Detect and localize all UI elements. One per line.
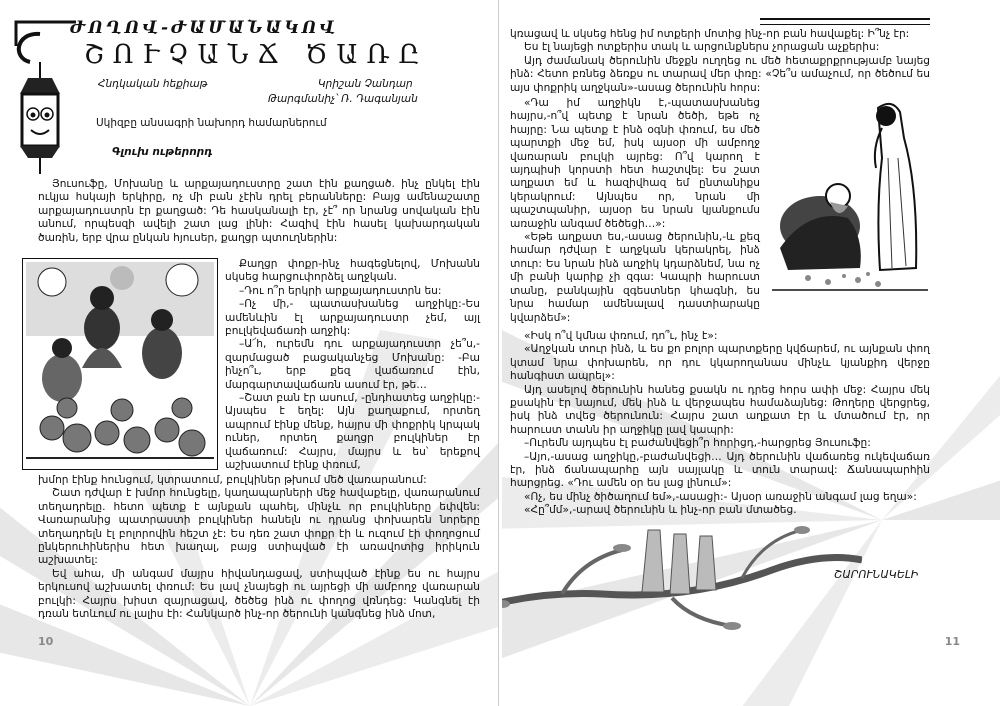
- paragraph: Յուսուֆը, Մոխանը և արքայադուստրը շատ էին քաղցած. ինչ ընկել էին ուկյա հսկայի երկիրը, ոչ մի բան չէին դրել բերանները: Բայց ամենաշատը արքայադուստրն էր քաղցած: Դե հասկանալի էր, չէ՞ որ նրանց սովական էին անում, որպեսզի ավելի շատ լաց լինի: Հազիվ էին հասել կախարդական ծառին, երբ վրա ընկան հյուսեր, քաղցր պտուղներին:: [38, 178, 480, 244]
- paragraph: –Շատ բան էր ասում, -ընդհատեց աղջիկը:-Այսպես է եղել: Այն քաղաքում, որտեղ ապրում էինք մենք, հայրս մի փոքրիկ կրպակ ուներ, որտեղ քաղցր բուլկիներ էր վաճառում: Հայրս, մայրս և ես՝ երեքով աշխատում էինք փռում,: [225, 392, 480, 472]
- chapter-label: Գլուխ ութերորդ: [112, 146, 213, 158]
- paragraph: Այդ ասելով ծերունին հանեց քսակն ու դրեց հորս ափի մեջ: Հայրս մեկ քսակին էր նայում, մեկ ինձ և վերջապես համաձայնեց: Թողերը վերցրեց, իսկ ինձ տվեց ծերունուն: Հայրս շատ աղքատ էր և մտածում էր, որ հարուստ տանն իր աղջիկը լավ կապրի:: [510, 383, 930, 436]
- right-column-text: [510, 97, 760, 325]
- page-number: 10: [38, 635, 54, 648]
- paragraph: «Աղջկան տուր ինձ, և ես քո բոլոր պարտքերը կվճարեմ, ու այնքան փող կտամ նրա փոխարեն, որ դու կկարողանաս մինչև կյանքիդ վերջը հանգիստ ապրել»:: [510, 343, 930, 383]
- origin-label: Հնդկական հեքիաթ: [98, 78, 208, 90]
- paragraph: Քաղցր փոքր-ինչ հագեցնելով, Մոխանն սկսեց հարցուփորձել աղջկան.: [225, 258, 480, 284]
- paragraph: խմոր էինք հունցում, կտրատում, բուլկիներ թխում մեծ վառարանում:: [38, 474, 427, 486]
- translator-credit: Թարգմանիչ՝ Ռ. Դագանյան: [268, 93, 418, 105]
- left-body-text: [38, 474, 480, 621]
- subtitle-note: Սկիզբը անսագրի նախորդ համարներում: [96, 117, 327, 129]
- paragraph: –Այո,-ասաց աղջիկը,-բաժանվեցի… Այդ ծերունին վաճառեց ուկեվաճառ էր, ինձ ճանապարհը այն սայլակը և տուն տարավ: Ճանապարհին հարցրեց. «Դու ամեն օր ես լաց լինում»:: [510, 450, 930, 490]
- paragraph: –Ա՜հ, ուրեմն դու արքայադուստր չե՞ս,-զարմացած բացականչեց Մոխանը: -Բա ինչո՞ւ, երբ քեզ վաճառում էին, մարգարտավաճառն ասում էր, թե…: [225, 338, 480, 391]
- paragraph: Եվ ահա, մի անգամ մայրս հիվանդացավ, ստիպված էինք ես ու հայրս երկուսով աշխատել փռում: Ես լավ չնայեցի ու այրեցի մի ամբողջ վառարան բուլկի: Հայրս խիստ զայրացավ, ծեծեց ինձ ու փողոց վռնդեց: Կանգնել էի դռան ետևում ու լալիս էի: Հանկարծ ինչ-որ ծերունի կանգնեց ինձ մոտ,: [38, 567, 480, 621]
- header-rule: [760, 18, 930, 25]
- paragraph: «Ոչ, ես մինչ ծիծաղում եմ»,-ասացի:- Այսօր առաջին անգամ լաց եղա»:: [524, 490, 917, 503]
- continued-signature: ՇԱՐՈՒՆԱԿԵԼԻ: [834, 568, 919, 581]
- author-name: Կրիշան Չանդար: [318, 78, 413, 90]
- paragraph: Այդ ժամանակ ծերունին մեջքն ուղղեց ու մեծ հետաքրքրությամբ նայեց ինձ: Հետո բռնեց ձեռքս ու տարավ մեր փռը: «Չե՞ս ամաչում, որ ծեծում ես այս փոքրիկ աղջկան»-ասաց ծերունին հորս:: [510, 54, 930, 94]
- paragraph: Ես էլ նայեցի ոտքերիս տակ և արցունքներս չորացան աչքերիս:: [524, 41, 880, 54]
- page-number: 11: [944, 635, 960, 648]
- right-body-text: [510, 330, 930, 518]
- page-title: ՇՈՒՉԱՆՃ ԾԱՌԸ: [84, 40, 429, 70]
- paragraph: Շատ դժվար է խմոր հունցելը, կաղապարների մեջ հավաքելը, վառարանում տեղադրելը. հետո պետք է այնքան պահել, մինչև որ բուլկիները եփվեն: Վառարանից պատրաստի բուլկիներ հանելն ու դրանց փոխարեն նորերը տեղադրելն էլ բոլորովին հեշտ չէ: Ես դեռ շատ փոքր էի և ուզում էի փողոցում ընկերուհիներիս հետ խաղալ, բայց ստիպված էի առավոտից իրիկուն աշխատել:: [38, 487, 480, 567]
- right-page: [502, 0, 1000, 706]
- paragraph: «Եթե աղքատ ես,-ասաց ծերունին,-և քեզ համար դժվար է աղջկան կերակրել, ինձ տուր: Ես նրան ինձ աղջիկ կդարձնեմ, նա ոչ մի բանի կարիք չի զգա: Կապրի հարուստ տանը, բանկային զգեստներ կհագնի, ես նրա համար ամենալավ դաստիարակը կվարձեմ»:: [510, 231, 760, 324]
- paragraph: «Դա իմ աղջիկն է,-պատասխանեց հայրս,-ո՞վ պետք է նրան ծեծի, եթե ոչ հայրը: Նա պետք է ինձ օգնի փռում, ես մեծ պարտքի մեջ եմ, իսկ այսօր մի ամբողջ վառարան բուլկի այրեց: Ո՞վ կարող է այդպիսի կորստի հետ հաշտվել: Ես շատ աղքատ եմ և հազիվհազ եմ ընտանիքս կերակրում: Այնպես որ, նրան մի պաշտպանիր, այսօր ես նրան կյանքումս առաջին անգամ ծեծեցի…»:: [510, 97, 760, 230]
- paragraph: «Իսկ ո՞վ կմնա փռում, դո՞ւ, ինչ է»:: [524, 330, 718, 342]
- paragraph: –Դու ո՞ր երկրի արքայադուստրն ես:: [239, 284, 442, 297]
- market-illustration: [22, 258, 218, 470]
- old-man-and-girl-illustration: [768, 98, 934, 298]
- paragraph: «Հը՞մմ»,-արավ ծերունին և ինչ-որ բան մտածեց.: [524, 504, 797, 517]
- tree-branch-illustration: [502, 520, 862, 640]
- left-column-text: [225, 258, 480, 473]
- article-masthead: [70, 18, 490, 70]
- left-page: [0, 0, 499, 706]
- series-title: ԺՈՂՈՎ-ԺԱՄԱՆԱԿՈՎ: [70, 18, 339, 38]
- right-top-text: [510, 28, 930, 95]
- paragraph: –Ուրեմն այդպես էլ բաժանվեցի՞ր հորիցդ,-հարցրեց Յուսուֆը:: [524, 437, 871, 450]
- intro-text: [38, 178, 480, 245]
- paragraph: կռացավ և սկսեց հենց իմ ոտքերի մոտից ինչ-որ բան հավաքել: Ի՞նչ էր:: [510, 28, 910, 40]
- paragraph: –Ոչ մի,- պատասխանեց աղջիկը:-Ես ամենևին էլ արքայադուստր չեմ, այլ բուլկեվաճառի աղջիկ:: [225, 298, 480, 338]
